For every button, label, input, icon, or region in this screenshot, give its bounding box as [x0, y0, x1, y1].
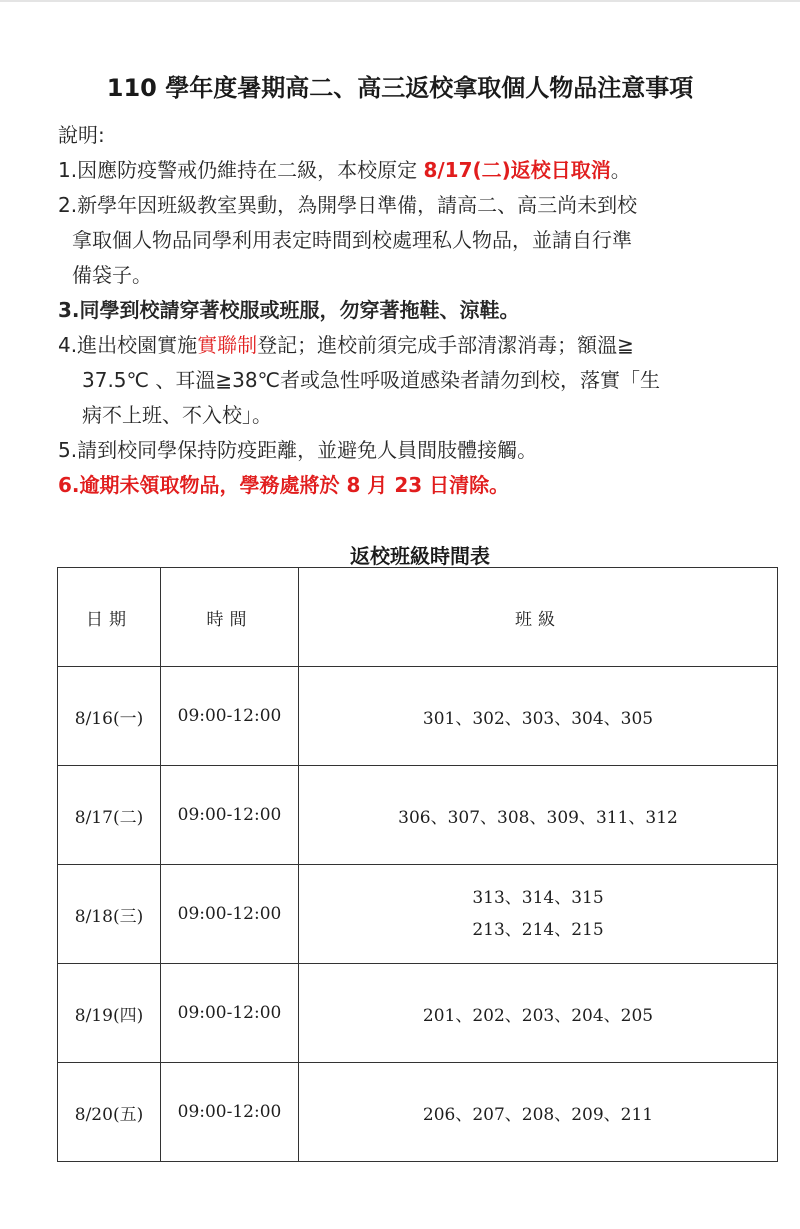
note-item-1-highlight: 8/17(二)返校日取消	[423, 158, 611, 182]
row-date: 8/17(二)	[58, 766, 161, 865]
table-row	[58, 964, 778, 1063]
schedule-table	[57, 567, 778, 1162]
notes-section	[58, 118, 778, 503]
table-row	[58, 865, 778, 964]
note-item-4-text: 4.進出校園實施	[58, 333, 198, 357]
table-row	[58, 766, 778, 865]
row-classes-line: 213、214、215	[472, 920, 604, 940]
note-item-2-line-2: 拿取個人物品同學利用表定時間到校處理私人物品，並請自行準	[72, 228, 632, 252]
row-date: 8/16(一)	[58, 667, 161, 766]
row-date: 8/20(五)	[58, 1063, 161, 1162]
row-time: 09:00-12:00	[161, 766, 299, 865]
row-classes	[299, 865, 778, 964]
row-time: 09:00-12:00	[161, 865, 299, 964]
row-time: 09:00-12:00	[161, 1063, 299, 1162]
row-classes-line: 313、314、315	[472, 888, 604, 908]
table-row	[58, 1063, 778, 1162]
top-rule	[0, 0, 800, 2]
header-time: 時間	[161, 568, 299, 667]
row-date: 8/18(三)	[58, 865, 161, 964]
table-row	[58, 667, 778, 766]
notes-heading: 說明:	[58, 123, 105, 147]
row-time: 09:00-12:00	[161, 667, 299, 766]
table-title: 返校班級時間表	[350, 544, 490, 568]
note-item-4-line-1	[58, 328, 778, 363]
note-item-1	[58, 153, 778, 188]
table-header-row	[58, 568, 778, 667]
note-item-1-text: 1.因應防疫警戒仍維持在二級，本校原定	[58, 158, 424, 182]
note-item-2-line-1: 2.新學年因班級教室異動，為開學日準備，請高二、高三尚未到校	[58, 193, 638, 217]
note-item-2-line-3: 備袋子。	[72, 263, 152, 287]
header-date: 日期	[58, 568, 161, 667]
row-classes: 206、207、208、209、211	[299, 1063, 778, 1162]
note-item-4-line-2: 37.5℃ 、耳溫≧38℃者或急性呼吸道感染者請勿到校，落實「生	[82, 368, 661, 392]
row-date: 8/19(四)	[58, 964, 161, 1063]
note-item-3: 3.同學到校請穿著校服或班服，勿穿著拖鞋、涼鞋。	[58, 298, 520, 322]
row-classes: 306、307、308、309、311、312	[299, 766, 778, 865]
row-classes: 201、202、203、204、205	[299, 964, 778, 1063]
note-item-4-highlight: 實聯制	[197, 333, 258, 357]
note-item-4-line-3: 病不上班、不入校」。	[82, 403, 272, 427]
note-item-5: 5.請到校同學保持防疫距離，並避免人員間肢體接觸。	[58, 438, 538, 462]
document-title: 110 學年度暑期高二、高三返校拿取個人物品注意事項	[106, 74, 694, 102]
note-item-6: 6.逾期未領取物品，學務處將於 8 月 23 日清除。	[58, 473, 510, 497]
row-time: 09:00-12:00	[161, 964, 299, 1063]
note-item-4-suffix: 登記；進校前須完成手部清潔消毒；額溫≧	[257, 333, 634, 357]
row-classes: 301、302、303、304、305	[299, 667, 778, 766]
header-classes: 班級	[299, 568, 778, 667]
note-item-1-suffix: 。	[610, 158, 631, 182]
